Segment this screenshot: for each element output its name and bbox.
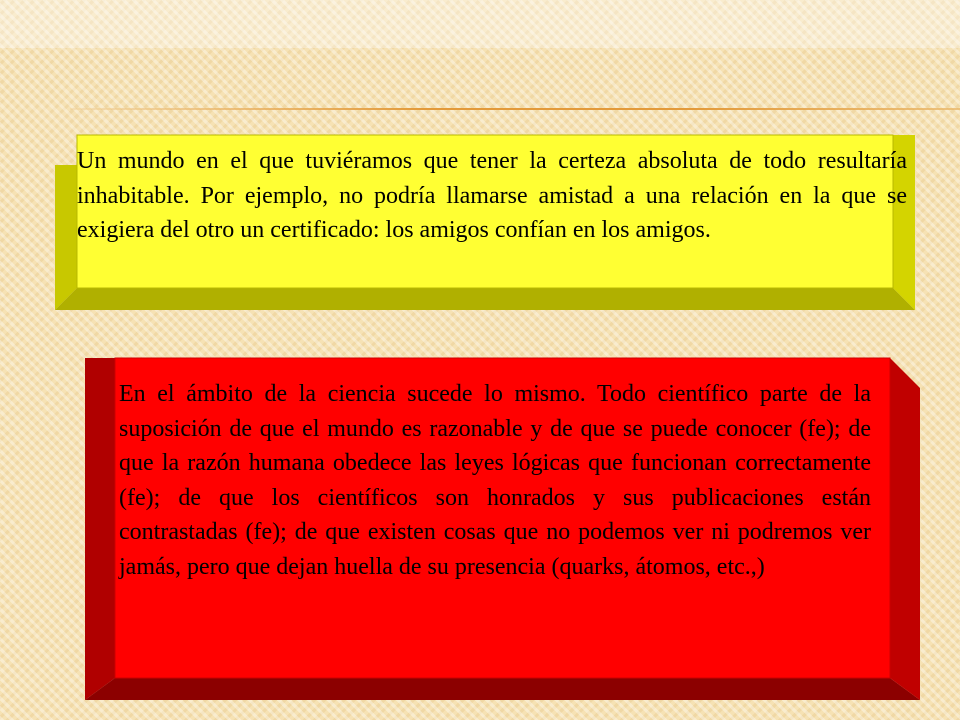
red-callout-text: En el ámbito de la ciencia sucede lo mismo. Todo científico parte de la suposición de que el mundo es razonable y de que se puede conocer (fe); de que la razón humana obedece las leyes lógicas que funcionan correctamente (fe); de que los científicos son honrados y sus publicaciones están contrastadas (fe); de que existen cosas que no podemos ver ni podremos ver jamás, pero que dejan huella de su presencia (quarks, átomos, etc.,) [119,381,871,580]
title-divider-line [70,108,960,110]
yellow-callout-box [55,135,915,310]
red-callout-box [85,358,920,700]
header-band [0,0,960,48]
yellow-callout-text: Un mundo en el que tuviéramos que tener la certeza absoluta de todo resultaría inhabitable. Por ejemplo, no podría llamarse amistad a una relación en la que se exigiera del otro un certificado: los amigos confían en los amigos. [77,148,907,243]
